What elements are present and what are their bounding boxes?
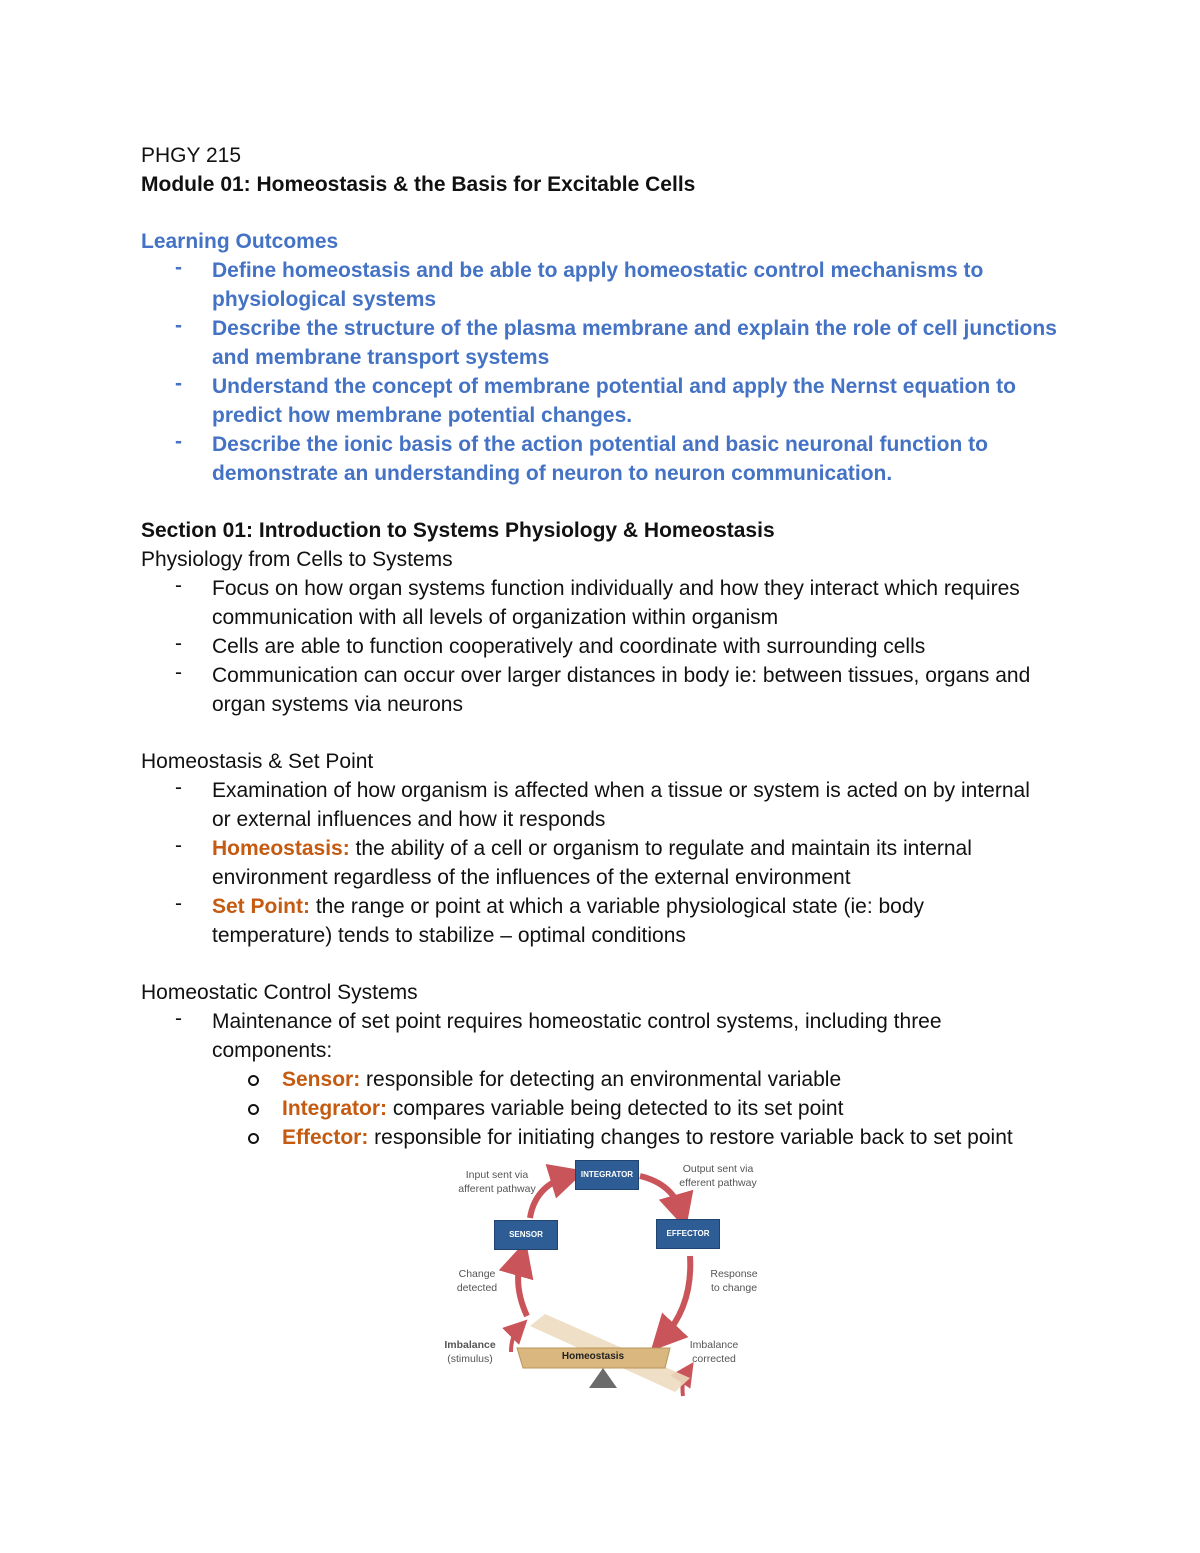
bullet-dash: - [175, 1007, 182, 1030]
label-input: Input sent via afferent pathway [458, 1169, 536, 1195]
subsection-title: Homeostasis & Set Point [141, 750, 374, 773]
bullet-dash: - [175, 776, 182, 799]
arrow-change-detected [518, 1258, 527, 1316]
label-imbalance-corrected: Imbalance corrected [689, 1339, 739, 1365]
label-output: Output sent via efferent pathway [679, 1163, 757, 1189]
bullet-dash: - [175, 661, 182, 684]
list-item: - Communication can occur over larger distances in body ie: between tissues, organs and organ systems via neurons [175, 661, 1031, 716]
bullet-dash: - [175, 372, 182, 395]
seesaw-label: Homeostasis [561, 1351, 625, 1362]
subsection-title: Homeostatic Control Systems [141, 981, 418, 1004]
learning-outcome-item: - Define homeostasis and be able to apply homeostatic control mechanisms to physiological systems [175, 256, 984, 311]
definition-set-point: - Set Point: the range or point at which a variable physiological state (ie: body temperature) tends to stabilize – optimal conditions [175, 892, 925, 947]
learning-outcome-item: - Understand the concept of membrane potential and apply the Nernst equation to predict how membrane potential changes. [175, 372, 1016, 427]
circle-bullet-icon [248, 1133, 259, 1144]
component-integrator: Integrator: compares variable being detected to its set point [141, 1094, 1061, 1123]
learning-outcome-item: - Describe the structure of the plasma membrane and explain the role of cell junctions and membrane transport systems [175, 314, 1057, 369]
label-change-detected: Change detected [456, 1268, 498, 1294]
bullet-dash: - [175, 430, 182, 453]
effector-box: EFFECTOR [656, 1219, 720, 1249]
document-body [141, 141, 1061, 1152]
list-item: - Cells are able to function cooperatively and coordinate with surrounding cells [175, 632, 926, 658]
sensor-box: SENSOR [494, 1220, 558, 1250]
section-heading: Section 01: Introduction to Systems Physiology & Homeostasis [141, 519, 775, 542]
list-item: - Examination of how organism is affected when a tissue or system is acted on by internal or external influences and how it responds [175, 776, 1030, 831]
learning-outcome-item: - Describe the ionic basis of the action potential and basic neuronal function to demonstrate an understanding of neuron to neuron communication. [175, 430, 988, 485]
course-code: PHGY 215 [141, 144, 242, 167]
bullet-dash: - [175, 256, 182, 279]
circle-bullet-icon [248, 1075, 259, 1086]
fulcrum-icon [589, 1368, 617, 1388]
label-imbalance: Imbalance (stimulus) [444, 1339, 496, 1365]
list-item: - Focus on how organ systems function individually and how they interact which requires communication with all levels of organization within organism [175, 574, 1020, 629]
bullet-dash: - [175, 314, 182, 337]
definition-homeostasis: - Homeostasis: the ability of a cell or organism to regulate and maintain its internal environment regardless of the influences of the external environment [175, 834, 972, 889]
bullet-dash: - [175, 892, 182, 915]
bullet-dash: - [175, 574, 182, 597]
label-response: Response to change [710, 1268, 758, 1294]
component-sensor: Sensor: responsible for detecting an environmental variable [141, 1065, 1061, 1094]
circle-bullet-icon [248, 1104, 259, 1115]
bullet-dash: - [175, 834, 182, 857]
arrow-effector-to-seesaw [663, 1256, 690, 1338]
term-homeostasis: Homeostasis: [212, 837, 350, 860]
term-set-point: Set Point: [212, 895, 310, 918]
integrator-box: INTEGRATOR [575, 1160, 639, 1190]
learning-outcomes-heading: Learning Outcomes [141, 230, 339, 253]
module-title: Module 01: Homeostasis & the Basis for Excitable Cells [141, 173, 696, 196]
homeostasis-diagram [425, 1156, 775, 1406]
list-item: - Maintenance of set point requires homeostatic control systems, including three components: [175, 1007, 942, 1062]
subsection-title: Physiology from Cells to Systems [141, 548, 453, 571]
bullet-dash: - [175, 632, 182, 655]
component-effector: Effector: responsible for initiating changes to restore variable back to set point [141, 1123, 1061, 1152]
